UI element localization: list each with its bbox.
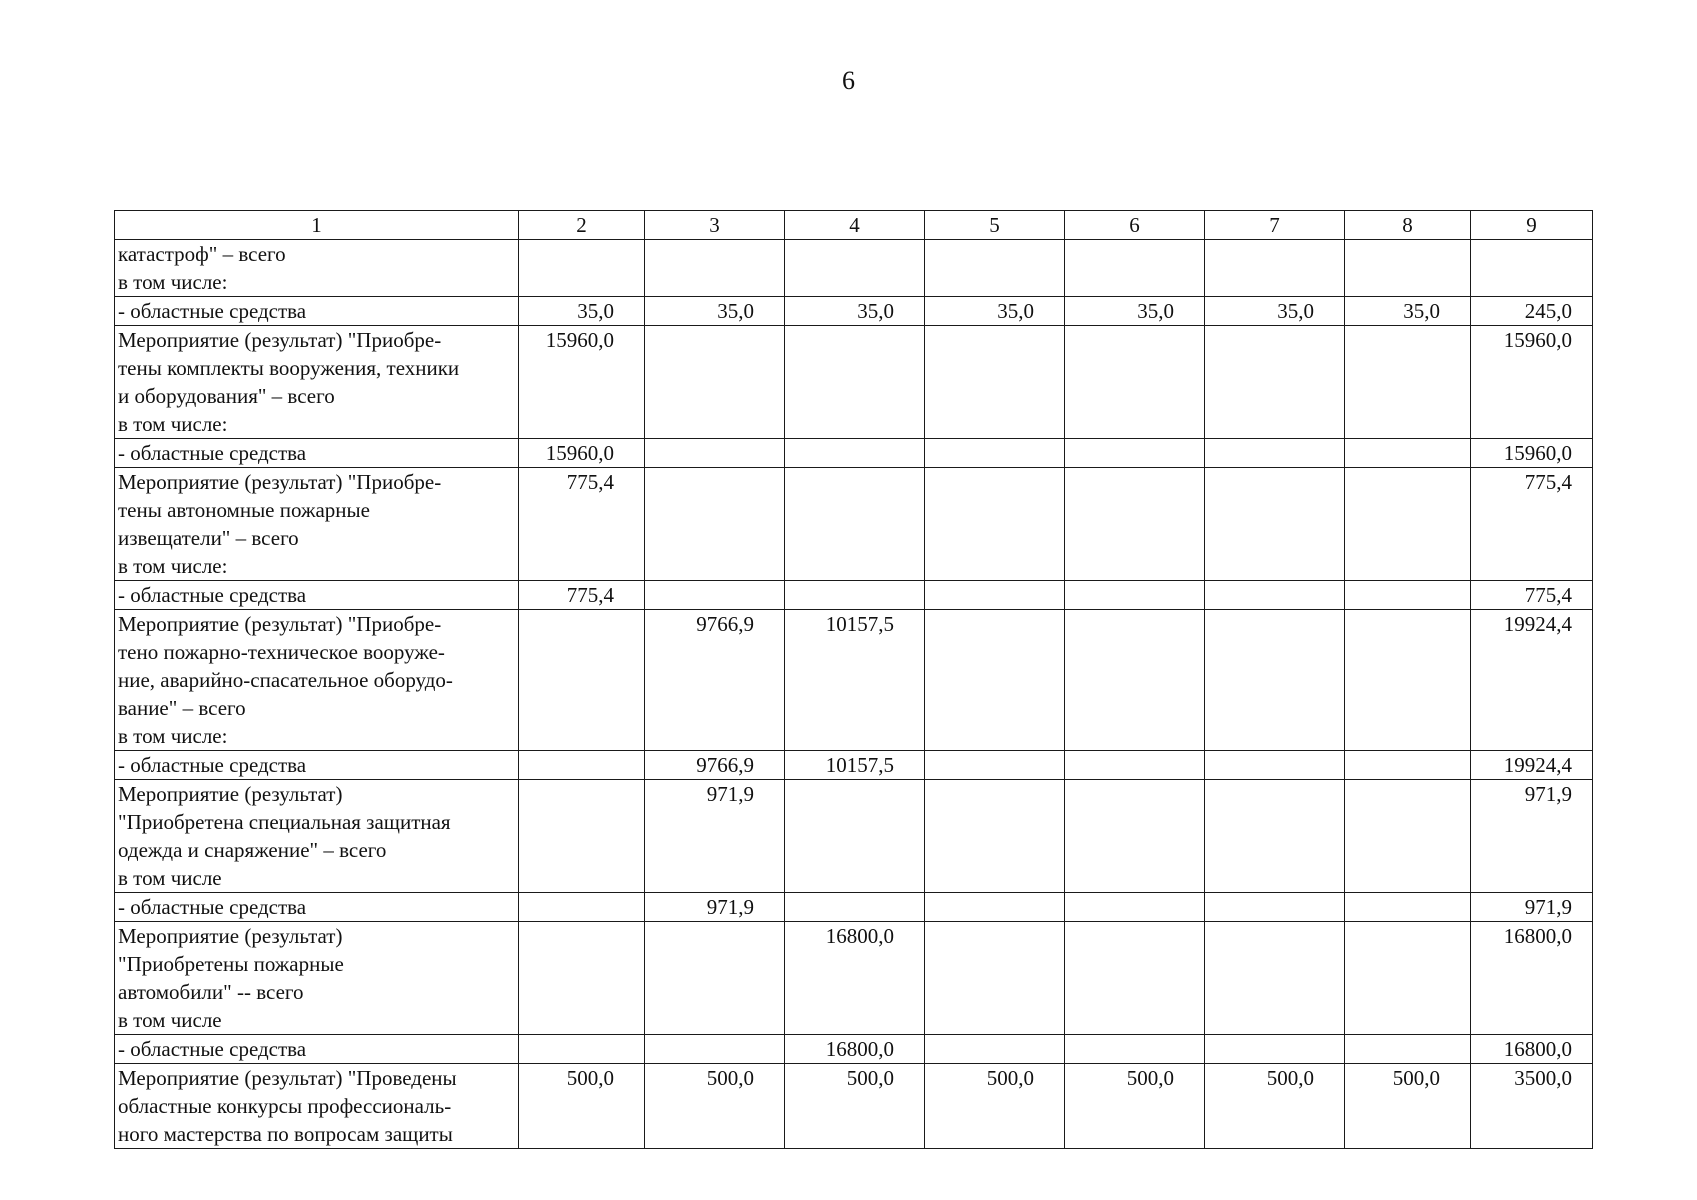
table-row [115, 1035, 1593, 1064]
table-row [115, 581, 1593, 610]
row-value-cell [519, 240, 645, 297]
row-value-cell: 35,0 [645, 297, 785, 326]
row-value-cell: 35,0 [1065, 297, 1205, 326]
row-value-cell [1065, 468, 1205, 581]
row-total-cell [1471, 240, 1593, 297]
row-total-cell: 245,0 [1471, 297, 1593, 326]
row-value-cell [925, 922, 1065, 1035]
row-value-cell [1345, 1035, 1471, 1064]
row-value-cell [1345, 751, 1471, 780]
row-description: - областные средства [115, 439, 519, 468]
row-value-cell: 16800,0 [785, 922, 925, 1035]
table-row [115, 439, 1593, 468]
row-value-cell [645, 240, 785, 297]
row-total-cell: 15960,0 [1471, 439, 1593, 468]
row-value-cell [1205, 610, 1345, 751]
row-value-cell [519, 751, 645, 780]
table-row [115, 893, 1593, 922]
row-value-cell [1345, 468, 1471, 581]
row-value-cell: 35,0 [519, 297, 645, 326]
row-total-cell: 971,9 [1471, 893, 1593, 922]
row-value-cell: 500,0 [1345, 1064, 1471, 1149]
row-value-cell [1205, 439, 1345, 468]
row-value-cell [1345, 240, 1471, 297]
row-value-cell [1065, 240, 1205, 297]
row-total-cell: 16800,0 [1471, 922, 1593, 1035]
row-value-cell [1345, 581, 1471, 610]
row-value-cell [785, 893, 925, 922]
table-row [115, 297, 1593, 326]
row-value-cell [645, 439, 785, 468]
table-row [115, 610, 1593, 751]
row-description: катастроф" – всего в том числе: [115, 240, 519, 297]
row-value-cell [925, 326, 1065, 439]
row-value-cell [925, 468, 1065, 581]
row-description: - областные средства [115, 1035, 519, 1064]
row-total-cell: 19924,4 [1471, 610, 1593, 751]
page-number: 6 [842, 66, 855, 95]
row-value-cell [925, 751, 1065, 780]
row-value-cell [925, 240, 1065, 297]
row-value-cell: 500,0 [1065, 1064, 1205, 1149]
row-value-cell [785, 240, 925, 297]
row-value-cell: 35,0 [1345, 297, 1471, 326]
table-row [115, 468, 1593, 581]
row-value-cell [925, 780, 1065, 893]
row-description: - областные средства [115, 581, 519, 610]
row-value-cell: 10157,5 [785, 751, 925, 780]
row-value-cell [519, 1035, 645, 1064]
row-description: Мероприятие (результат) "Проведены областные конкурсы профессиональ- ного мастерства по вопросам защиты [115, 1064, 519, 1149]
table-body [115, 240, 1593, 1149]
row-value-cell [925, 439, 1065, 468]
row-value-cell [1065, 326, 1205, 439]
row-value-cell [645, 1035, 785, 1064]
row-value-cell [1065, 610, 1205, 751]
row-value-cell [1205, 893, 1345, 922]
row-total-cell: 16800,0 [1471, 1035, 1593, 1064]
row-value-cell [1345, 610, 1471, 751]
header-cell: 6 [1065, 211, 1205, 240]
header-cell: 3 [645, 211, 785, 240]
row-value-cell: 971,9 [645, 893, 785, 922]
row-value-cell [1345, 780, 1471, 893]
row-value-cell [1065, 922, 1205, 1035]
row-value-cell: 971,9 [645, 780, 785, 893]
row-value-cell [1205, 780, 1345, 893]
table-row [115, 780, 1593, 893]
row-value-cell [925, 893, 1065, 922]
row-value-cell [1345, 326, 1471, 439]
row-total-cell: 19924,4 [1471, 751, 1593, 780]
row-value-cell [785, 468, 925, 581]
row-description: Мероприятие (результат) "Приобре- тено пожарно-техническое вооруже- ние, аварийно-спасательное оборудо- вание" – всего в том числе: [115, 610, 519, 751]
row-value-cell [785, 780, 925, 893]
row-value-cell [1205, 240, 1345, 297]
row-description: - областные средства [115, 893, 519, 922]
row-total-cell: 775,4 [1471, 581, 1593, 610]
table-row [115, 240, 1593, 297]
row-description: - областные средства [115, 297, 519, 326]
header-cell: 4 [785, 211, 925, 240]
row-value-cell: 16800,0 [785, 1035, 925, 1064]
row-total-cell: 775,4 [1471, 468, 1593, 581]
table-row [115, 922, 1593, 1035]
row-value-cell [1205, 326, 1345, 439]
row-value-cell: 15960,0 [519, 439, 645, 468]
row-value-cell: 775,4 [519, 581, 645, 610]
row-value-cell [1205, 581, 1345, 610]
table-row [115, 1064, 1593, 1149]
row-value-cell [645, 468, 785, 581]
row-value-cell [1065, 780, 1205, 893]
row-value-cell [1065, 751, 1205, 780]
row-value-cell [645, 326, 785, 439]
row-value-cell: 35,0 [925, 297, 1065, 326]
header-cell: 9 [1471, 211, 1593, 240]
row-description: Мероприятие (результат) "Приобретены пожарные автомобили" -- всего в том числе [115, 922, 519, 1035]
row-value-cell [519, 780, 645, 893]
row-value-cell: 500,0 [785, 1064, 925, 1149]
row-value-cell [1345, 893, 1471, 922]
header-cell: 2 [519, 211, 645, 240]
row-value-cell [1065, 893, 1205, 922]
row-value-cell: 10157,5 [785, 610, 925, 751]
row-value-cell [1205, 922, 1345, 1035]
row-description: Мероприятие (результат) "Приобретена специальная защитная одежда и снаряжение" – всего в том числе [115, 780, 519, 893]
row-value-cell: 500,0 [925, 1064, 1065, 1149]
header-cell: 7 [1205, 211, 1345, 240]
budget-table [114, 210, 1593, 1149]
row-value-cell: 500,0 [1205, 1064, 1345, 1149]
header-cell: 5 [925, 211, 1065, 240]
header-cell: 1 [115, 211, 519, 240]
row-value-cell [645, 581, 785, 610]
table-header-row [115, 211, 1593, 240]
row-value-cell [1065, 439, 1205, 468]
row-value-cell [1205, 468, 1345, 581]
row-value-cell [1205, 751, 1345, 780]
row-value-cell [925, 1035, 1065, 1064]
row-description: Мероприятие (результат) "Приобре- тены автономные пожарные извещатели" – всего в том числе: [115, 468, 519, 581]
row-value-cell [1345, 922, 1471, 1035]
row-description: - областные средства [115, 751, 519, 780]
row-value-cell: 15960,0 [519, 326, 645, 439]
row-value-cell: 35,0 [1205, 297, 1345, 326]
row-total-cell: 971,9 [1471, 780, 1593, 893]
row-value-cell [1065, 581, 1205, 610]
row-value-cell [519, 893, 645, 922]
row-value-cell [519, 610, 645, 751]
row-value-cell [1345, 439, 1471, 468]
row-value-cell: 9766,9 [645, 610, 785, 751]
row-total-cell: 15960,0 [1471, 326, 1593, 439]
row-value-cell [1065, 1035, 1205, 1064]
row-value-cell [785, 326, 925, 439]
row-total-cell: 3500,0 [1471, 1064, 1593, 1149]
table-row [115, 751, 1593, 780]
row-description: Мероприятие (результат) "Приобре- тены комплекты вооружения, техники и оборудования" – всего в том числе: [115, 326, 519, 439]
row-value-cell [785, 439, 925, 468]
table-row [115, 326, 1593, 439]
row-value-cell [925, 610, 1065, 751]
row-value-cell: 500,0 [645, 1064, 785, 1149]
row-value-cell [519, 922, 645, 1035]
header-cell: 8 [1345, 211, 1471, 240]
row-value-cell: 35,0 [785, 297, 925, 326]
row-value-cell: 500,0 [519, 1064, 645, 1149]
row-value-cell [925, 581, 1065, 610]
row-value-cell [645, 922, 785, 1035]
row-value-cell [1205, 1035, 1345, 1064]
row-value-cell: 775,4 [519, 468, 645, 581]
row-value-cell [785, 581, 925, 610]
row-value-cell: 9766,9 [645, 751, 785, 780]
